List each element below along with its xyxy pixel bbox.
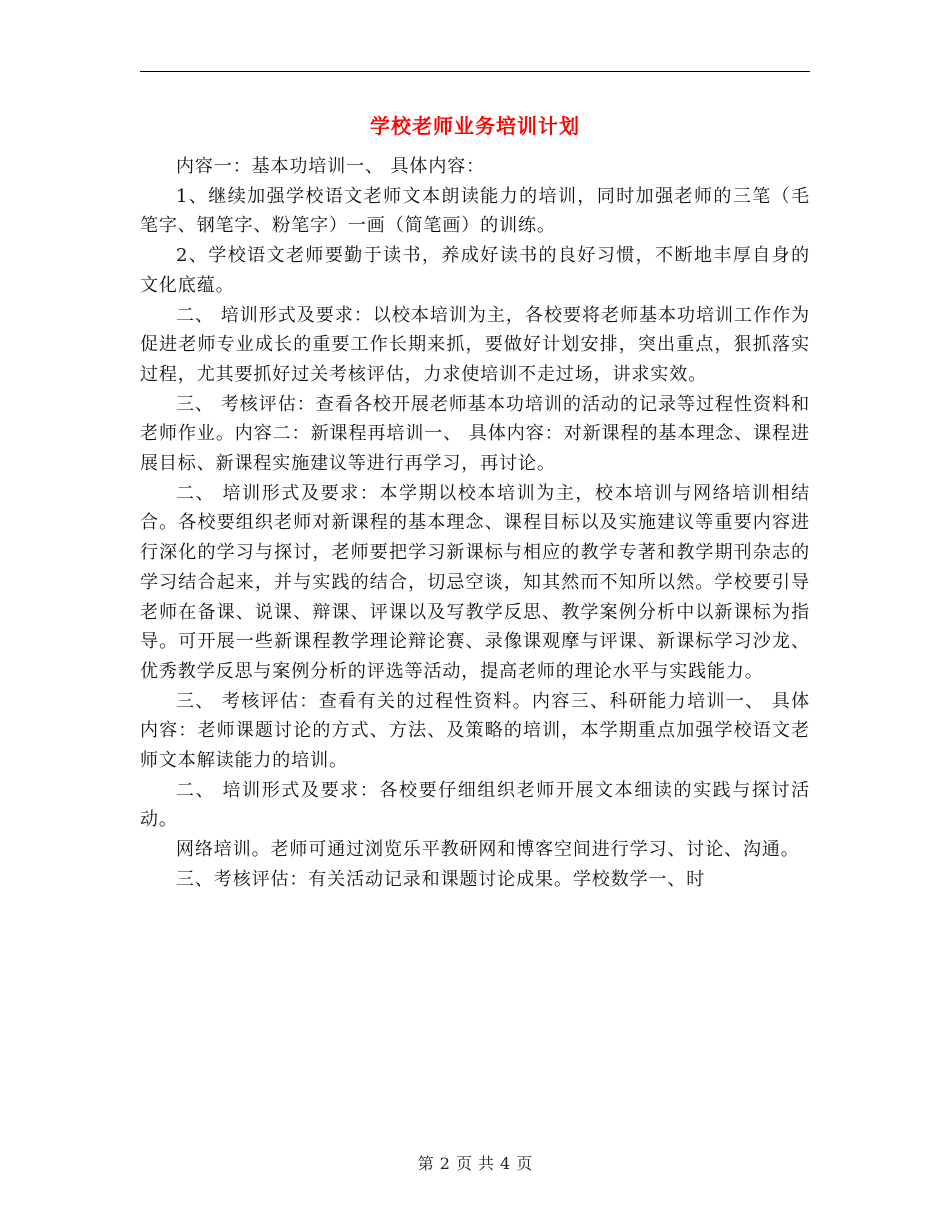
paragraph-4: 二、 培训形式及要求：以校本培训为主，各校要将老师基本功培训工作作为促进老师专业成长的重要工作长期来抓，要做好计划安排，突出重点，狠抓落实过程，尤其要抓好过关考核评估，力求使培训不走过场，讲求实效。 [140, 304, 810, 385]
footer-current-page: 2 [439, 1154, 450, 1173]
paragraph-8: 二、 培训形式及要求：各校要仔细组织老师开展文本细读的实践与探讨活动。 [140, 779, 810, 831]
footer-total-pages: 4 [500, 1154, 511, 1173]
paragraph-6: 二、 培训形式及要求：本学期以校本培训为主，校本培训与网络培训相结合。各校要组织老师对新课程的基本理念、课程目标以及实施建议等重要内容进行深化的学习与探讨，老师要把学习新课标与相应的教学专著和教学期刊杂志的学习结合起来，并与实践的结合，切忌空谈，知其然而不知所以然。学校要引导老师在备课、说课、辩课、评课以及写教学反思、教学案例分析中以新课标为指导。可开展一些新课程教学理论辩论赛、录像课观摩与评课、新课标学习沙龙、优秀教学反思与案例分析的评选等活动，提高老师的理论水平与实践能力。 [140, 482, 810, 682]
document-title: 学校老师业务培训计划 [370, 114, 580, 138]
footer-page-unit: 页 [455, 1154, 472, 1173]
paragraph-5: 三、 考核评估：查看各校开展老师基本功培训的活动的记录等过程性资料和老师作业。内容二：新课程再培训一、 具体内容：对新课程的基本理念、课程进展目标、新课程实施建议等进行再学习，再讨论。 [140, 393, 810, 475]
paragraph-2: 1、继续加强学校语文老师文本朗读能力的培训，同时加强老师的三笔（毛笔字、钢笔字、粉笔字）一画（简笔画）的训练。 [140, 185, 810, 237]
paragraph-9: 网络培训。老师可通过浏览乐平教研网和博客空间进行学习、讨论、沟通。 [176, 839, 800, 861]
footer-total-unit: 页 [516, 1154, 533, 1173]
footer-total-prefix: 共 [478, 1154, 495, 1173]
paragraph-10: 三、考核评估：有关活动记录和课题讨论成果。学校数学一、时 [176, 868, 706, 890]
paragraph-3: 2、学校语文老师要勤于读书，养成好读书的良好习惯，不断地丰厚自身的文化底蕴。 [140, 245, 810, 296]
header-rule [140, 71, 810, 72]
paragraph-1: 内容一：基本功培训一、 具体内容： [176, 156, 486, 177]
page-footer [0, 1153, 950, 1175]
footer-page-prefix: 第 [417, 1154, 434, 1173]
paragraph-7: 三、 考核评估：查看有关的过程性资料。内容三、科研能力培训一、 具体内容：老师课题讨论的方式、方法、及策略的培训，本学期重点加强学校语文老师文本解读能力的培训。 [140, 690, 810, 772]
document-body [140, 152, 810, 895]
